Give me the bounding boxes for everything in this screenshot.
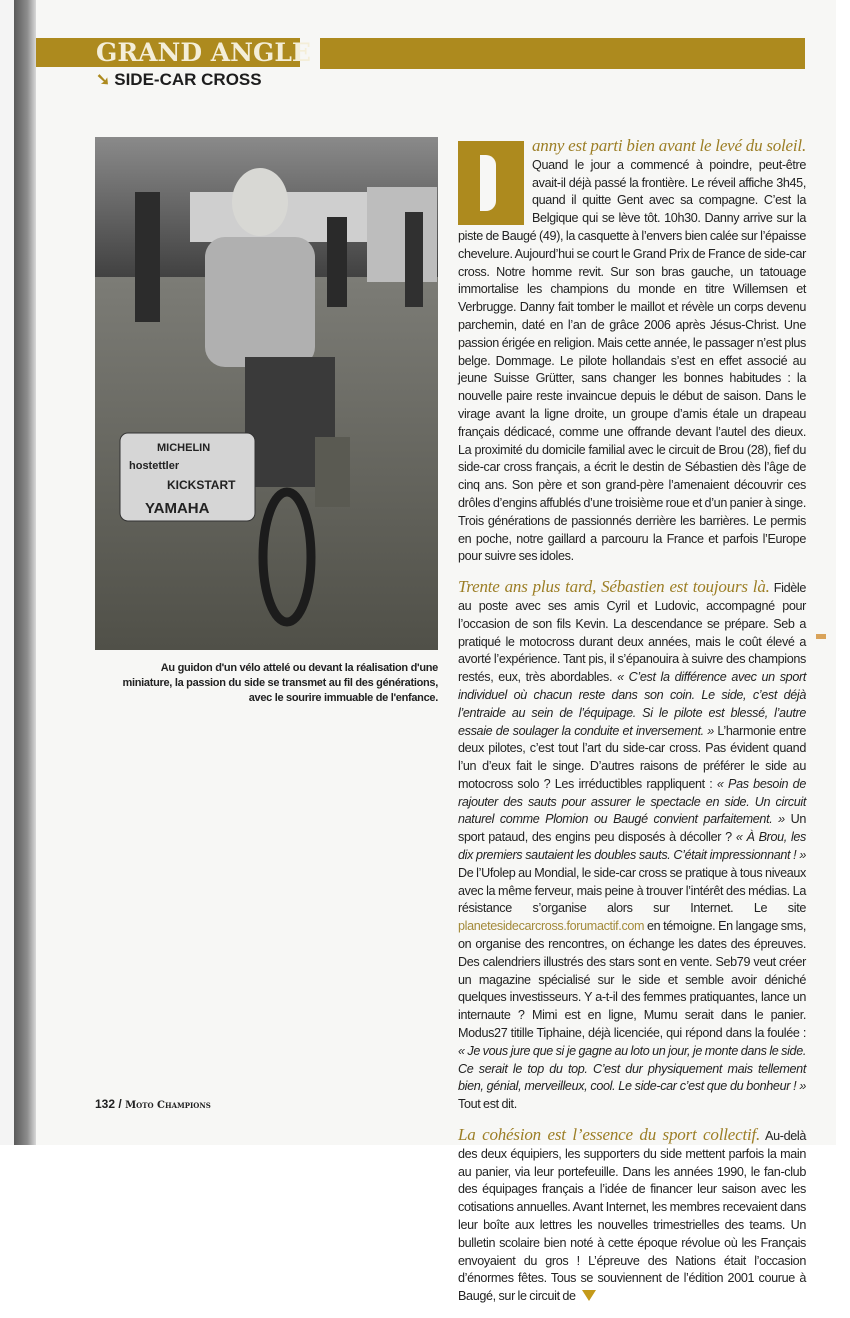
body-text: Au-delà des deux équipiers, les supporters du side mettent parfois la main au panier, via leur portefeuille. Dans les années 1990, le fan-club des équipages français a l’idée de financer leur saison avec les cotisations annuelles. Avant Internet, les membres recevaient dans leur boîte aux lettres les nouvelles trimestrielles des teams. Un bulletin scolaire bien noté à cette époque révolue où les Français envoyaient du gros ! L’épreuve des Nations était l’occasion d’énormes fêtes. Tous se souviennent de l’édition 2001 courue à Baugé, sur le circuit de	[458, 1129, 806, 1304]
photo-tent-right	[367, 187, 437, 282]
article-paragraph-1	[458, 137, 806, 566]
page-number: 132	[95, 1097, 116, 1111]
quote: « Je vous jure que si je gagne au loto un jour, je monte dans le side. Ce serait le top du top. C’est dur physiquement mais tellement bien, génial, merveilleux, cool. Le side-car c’est que du bonheur ! »	[458, 1043, 806, 1094]
sidecar-yamaha: YAMAHA	[145, 500, 210, 517]
scan-margin-right	[836, 0, 850, 1169]
section-subtitle	[96, 70, 262, 90]
body-text: L’harmonie entre deux pilotes, c’est tout l’art du side-car cross. Pas évident quand l’un d’eux fait le singe. D’autres raisons de préférer le side au motocross solo ? Les irréductibles rappliquent :	[458, 723, 806, 791]
quote: « Pas besoin de rajouter des sauts pour assurer le spectacle en side. Un circuit naturel comme Plomion ou Baugé convient parfaitement. »	[458, 776, 806, 827]
sidecar-hostettler: hostettler	[129, 460, 180, 472]
section-title: GRAND ANGLE	[96, 38, 311, 67]
drop-cap	[458, 141, 524, 225]
lead-in: La cohésion est l’essence du sport collectif.	[458, 1125, 761, 1145]
body-text: Quand le jour a commencé à poindre, peut-être avait-il déjà passé la frontière. Le réveil affiche 3h45, quand il quitte Gent avec sa compagne. C’est la Belgique qui se lève tôt. 10h30. Danny arrive sur la piste de Baugé (49), la casquette à l’envers bien calée sur l’épaisse chevelure. Aujourd’hui se court le Grand Prix de France de side-car cross. Notre homme revit. Sur son bras gauche, un tatouage immortalise les champions du monde en titre Willemsen et Verbrugge. Danny fait tomber le maillot et révèle un corps devenu parchemin, daté en l’an de grâce 2006 après Jésus-Christ. Une passion érigée en religion. Mais cette année, le passager n’est plus belge. Dommage. Le pilote hollandais s’est en effet associé au jeune Suisse Grütter, sans changer les bonnes habitudes : la nouvelle paire reste invaincue depuis le début de saison. Dans le virage avant la ligne droite, un groupe d’amis étale un drapeau français dédicacé, comme une offrande devant l’autel des dieux. La proximité du domicile familial avec le circuit de Brou (28), fief du side-car cross français, a écrit le destin de Sébastien dès l’âge de cinq ans. Son père et son grand-père l’amenaient découvrir ces drôles d’engins affublés d’une troisième roue et d’un panier à singe. Trois générations de passionnés derrière les barrières. Le permis en poche, notre gaillard a parcouru la France et parfois l’Europe pour suivre ses idoles.	[458, 157, 806, 564]
lead-in: Trente ans plus tard, Sébastien est toujours là.	[458, 577, 770, 597]
quote: « À Brou, les dix premiers sautaient les doubles sauts. C’était impressionnant ! »	[458, 830, 806, 863]
scan-margin	[0, 0, 14, 1169]
photo-child-body	[205, 237, 315, 367]
article-paragraph-2	[458, 578, 806, 1114]
article-paragraph-3	[458, 1126, 806, 1306]
photo-boot	[315, 437, 350, 507]
photo	[95, 137, 438, 650]
sidecar-kickstart: KICKSTART	[167, 478, 236, 492]
quote: « C’est la différence avec un sport individuel où chacun reste dans son coin. Le side, c’est déjà l’entraide au sein de l’équipage. Si le pilote est blessé, l’autre essaie de soulager la conduite et inversement. »	[458, 670, 806, 738]
photo-caption: Au guidon d'un vélo attelé ou devant la réalisation d'une miniature, la passion du side se transmet au fil des générations, avec le sourire immuable de l'enfance.	[122, 662, 438, 704]
body-text: Un sport pataud, des engins peu disposés à décoller ?	[458, 812, 806, 845]
body-text: en témoigne. En langage sms, on organise des rencontres, on échange les dates des épreuves. Des calendriers illustrés des stars sont en vente. Seb79 veut créer un magazine spécialisé sur le side et semble avoir déniché quelques investisseurs. Y a-t-il des femmes pratiquantes, lance un internaute ? Mimi est en ligne, Mumu serait dans le panier. Modus27 titille Tiphaine, déjà licenciée, qui répond dans la foulée :	[458, 919, 806, 1041]
photo-child-head	[232, 168, 288, 236]
body-text: Fidèle au poste avec ses amis Cyril et Ludovic, accompagné pour l’occasion de son fils Kevin. La descendance se prépare. Seb a pratiqué le motocross durant deux années, mais le coût élevé a avorté l’expérience. Tant pis, il s’épanouira à suivre des champions restés, eux, très abordables.	[458, 581, 806, 685]
arrow-icon: ➘	[96, 70, 111, 89]
sidecar-michelin: MICHELIN	[157, 442, 211, 454]
photo-spectator-3	[405, 212, 423, 307]
body-text: Tout est dit.	[458, 1097, 517, 1112]
photo-spectator	[135, 192, 160, 322]
binding-shadow	[14, 0, 36, 1145]
article-body	[458, 137, 806, 1318]
header-rule	[320, 38, 805, 69]
body-text: De l’Ufolep au Mondial, le side-car cross se pratique à tous niveaux avec la même ferveur, mais peine à trouver l’intérêt des médias. La résistance s’organise alors sur Internet. Le site	[458, 865, 806, 916]
magazine-name: Moto Champions	[125, 1100, 211, 1111]
website-link[interactable]: planetesidecarcross.forumactif.com	[458, 919, 645, 934]
margin-mark	[816, 634, 826, 639]
photo-spectator-2	[327, 217, 347, 307]
page-footer: 132 / Moto Champions	[95, 1097, 211, 1111]
triangle-down-icon	[582, 1290, 596, 1301]
lead-in: anny est parti bien avant le levé du soleil.	[532, 136, 806, 155]
subtitle-text: SIDE-CAR CROSS	[114, 70, 262, 89]
